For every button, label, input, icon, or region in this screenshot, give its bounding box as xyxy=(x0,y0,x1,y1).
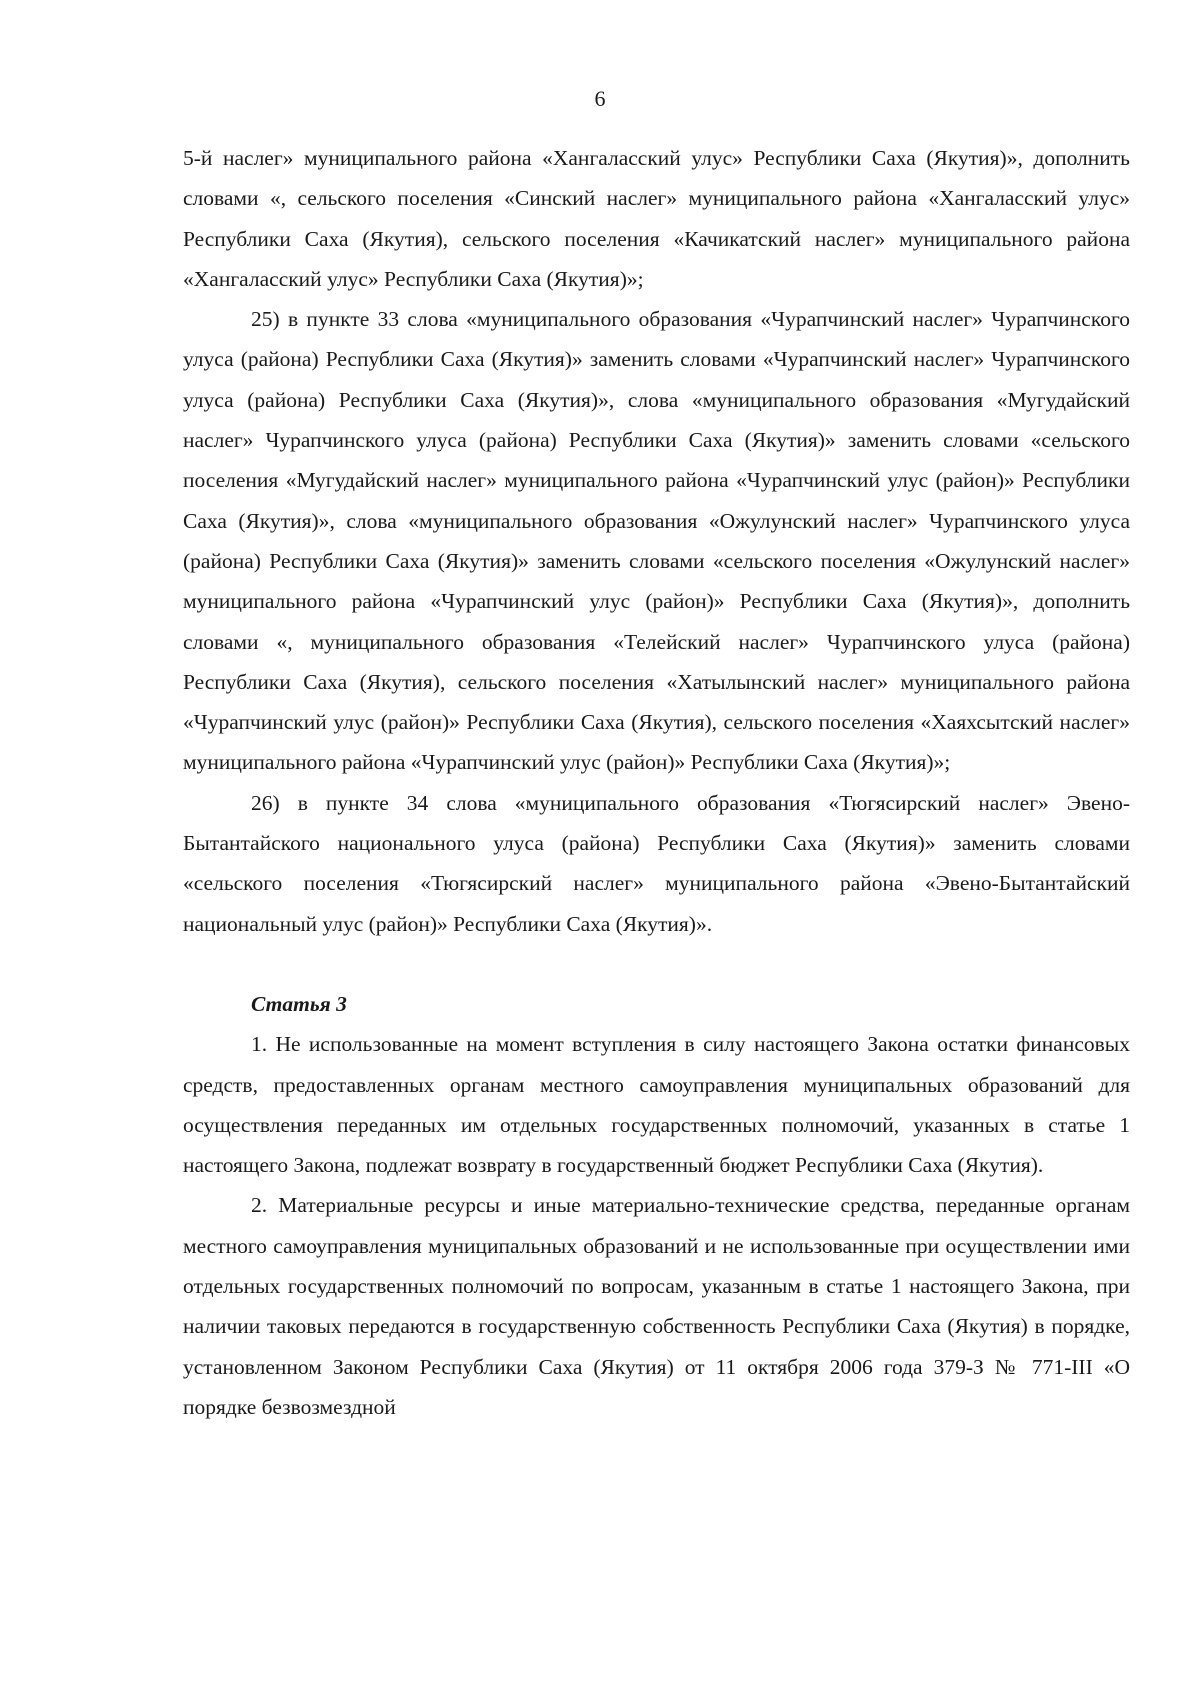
article-paragraph-1: 1. Не использованные на момент вступления в силу настоящего Закона остатки финансовых средств, предоставленных органам местного самоуправления муниципальных образований для осуществления переданных им отдельных государственных полномочий, указанных в статье 1 настоящего Закона, подлежат возврату в государственный бюджет Республики Саха (Якутия). xyxy=(183,1032,1130,1178)
document-body xyxy=(183,138,1130,1427)
item-25-paragraph: 25) в пункте 33 слова «муниципального образования «Чурапчинский наслег» Чурапчинского улуса (района) Республики Саха (Якутия)» заменить словами «Чурапчинский наслег» Чурапчинского улуса (района) Республики Саха (Якутия)», слова «муниципального образования «Мугудайский наслег» Чурапчинского улуса (района) Республики Саха (Якутия)» заменить словами «сельского поселения «Мугудайский наслег» муниципального района «Чурапчинский улус (район)» Республики Саха (Якутия)», слова «муниципального образования «Ожулунский наслег» Чурапчинского улуса (района) Республики Саха (Якутия)» заменить словами «сельского поселения «Ожулунский наслег» муниципального района «Чурапчинский улус (район)» Республики Саха (Якутия)», дополнить словами «, муниципального образования «Телейский наслег» Чурапчинского улуса (района) Республики Саха (Якутия), сельского поселения «Хатылынский наслег» муниципального района «Чурапчинский улус (район)» Республики Саха (Якутия), сельского поселения «Хаяхсытский наслег» муниципального района «Чурапчинский улус (район)» Республики Саха (Якутия)»; xyxy=(183,307,1130,775)
article-paragraph-2: 2. Материальные ресурсы и иные материально-технические средства, переданные органам местного самоуправления муниципальных образований и не использованные при осуществлении ими отдельных государственных полномочий по вопросам, указанным в статье 1 настоящего Закона, при наличии таковых передаются в государственную собственность Республики Саха (Якутия) в порядке, установленном Законом Республики Саха (Якутия) от 11 октября 2006 года 379-З № 771-III «О порядке безвозмездной xyxy=(183,1193,1130,1419)
page-number: 6 xyxy=(594,86,606,111)
continuation-paragraph: 5-й наслег» муниципального района «Хангаласский улус» Республики Саха (Якутия)», дополнить словами «, сельского поселения «Синский наслег» муниципального района «Хангаласский улус» Республики Саха (Якутия), сельского поселения «Качикатский наслег» муниципального района «Хангаласский улус» Республики Саха (Якутия)»; xyxy=(183,146,1130,291)
article-heading: Статья 3 xyxy=(251,991,347,1016)
item-26-paragraph: 26) в пункте 34 слова «муниципального образования «Тюгясирский наслег» Эвено-Бытантайского национального улуса (района) Республики Саха (Якутия)» заменить словами «сельского поселения «Тюгясирский наслег» муниципального района «Эвено-Бытантайский национальный улус (район)» Республики Саха (Якутия)». xyxy=(183,790,1130,936)
section-spacer xyxy=(183,944,1130,954)
